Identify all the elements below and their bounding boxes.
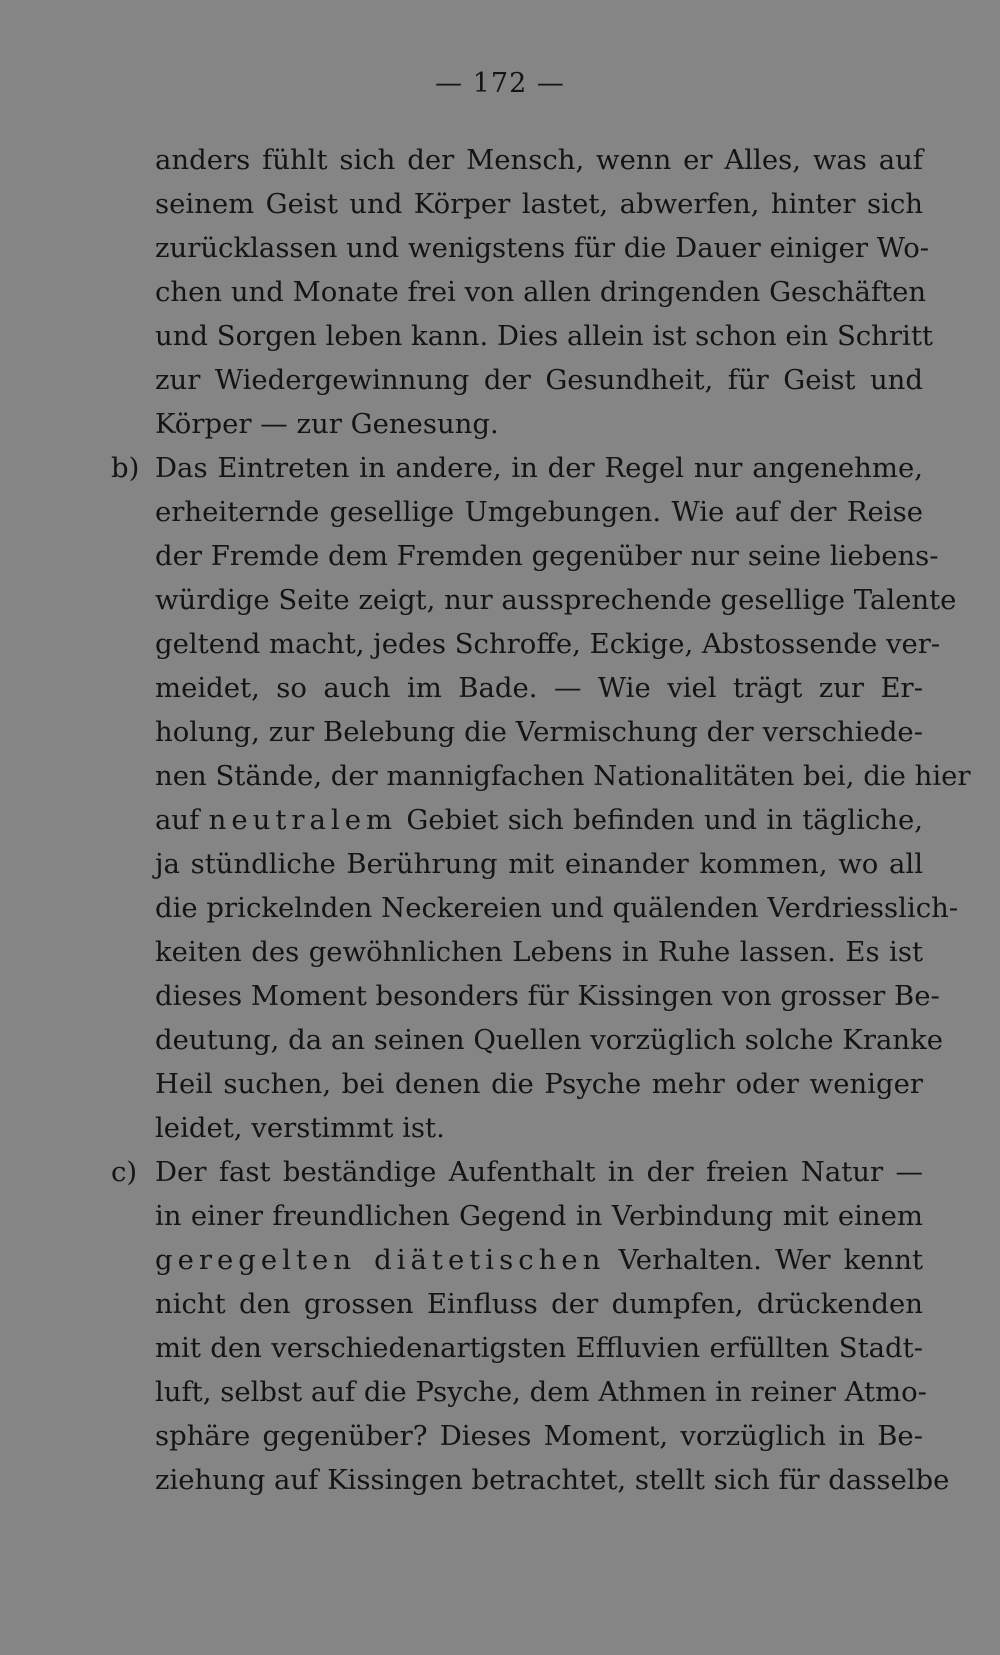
text-line [155,1326,923,1370]
line-text: Der fast beständige Aufenthalt in der freien Natur — [155,1156,923,1188]
body-text [111,138,971,1502]
text-line [155,1414,923,1458]
text-line [155,578,957,622]
line-text: luft, selbst auf die Psyche, dem Athmen in reiner Atmo- [155,1376,927,1408]
line-text: nicht den grossen Einfluss der dumpfen, drückenden [155,1288,923,1320]
text-line [155,930,923,974]
list-item-c-line [111,1150,923,1194]
line-text: deutung, da an seinen Quellen vorzüglich solche Kranke [155,1024,944,1056]
line-text: dieses Moment besonders für Kissingen von grosser Be- [155,980,940,1012]
line-text: Körper — zur Genesung. [155,408,499,440]
text-line [155,1458,950,1502]
text-line [155,1370,927,1414]
line-text-post: Gebiet sich befinden und in tägliche, [397,804,923,836]
line-text: meidet, so auch im Bade. — Wie viel trägt zur Er- [155,672,923,704]
text-line [155,1282,923,1326]
line-text: in einer freundlichen Gegend in Verbindung mit einem [155,1200,923,1232]
text-line [155,490,923,534]
line-text: Heil suchen, bei denen die Psyche mehr oder weniger [155,1068,923,1100]
line-text-pre: auf [155,804,209,836]
line-text: zurücklassen und wenigstens für die Dauer einiger Wo- [155,232,930,264]
line-text: und Sorgen leben kann. Dies allein ist schon ein Schritt [155,320,933,352]
list-marker-c: c) [111,1156,138,1188]
line-text: nen Stände, der mannigfachen Nationalitäten bei, die hier [155,760,971,792]
text-line [155,710,923,754]
text-line [155,402,923,446]
text-line [155,1194,923,1238]
line-text: ja stündliche Berührung mit einander kommen, wo all [155,848,923,880]
text-line [155,842,923,886]
line-text-post: Verhalten. Wer kennt [605,1244,924,1276]
line-text: erheiternde gesellige Umgebungen. Wie auf der Reise [155,496,923,528]
text-line [155,358,923,402]
line-text: geltend macht, jedes Schroffe, Eckige, Abstossende ver- [155,628,941,660]
text-line [155,1106,923,1150]
list-item-b-line [111,446,923,490]
text-line [155,886,959,930]
spaced-emphasis: neutralem [208,804,398,836]
text-line [155,314,933,358]
line-text: seinem Geist und Körper lastet, abwerfen, hinter sich [155,188,923,220]
line-text: keiten des gewöhnlichen Lebens in Ruhe lassen. Es ist [155,936,923,968]
text-line [155,666,923,710]
line-text: Das Eintreten in andere, in der Regel nur angenehme, [155,452,923,484]
line-text: chen und Monate frei von allen dringenden Geschäften [155,276,927,308]
line-text: zur Wiedergewinnung der Gesundheit, für Geist und [155,364,923,396]
line-text: mit den verschiedenartigsten Effluvien erfüllten Stadt- [155,1332,923,1364]
line-text: anders fühlt sich der Mensch, wenn er Alles, was auf [155,144,923,176]
line-text: sphäre gegenüber? Dieses Moment, vorzüglich in Be- [155,1420,923,1452]
line-text: würdige Seite zeigt, nur aussprechende gesellige Talente [155,584,957,616]
spaced-emphasis: geregelten diätetischen [155,1244,606,1276]
text-line [155,534,939,578]
text-line [155,182,923,226]
text-line [155,1238,923,1282]
text-line [155,270,927,314]
line-text: ziehung auf Kissingen betrachtet, stellt sich für dasselbe [155,1464,950,1496]
list-marker-b: b) [111,452,140,484]
text-line [155,138,923,182]
line-text: die prickelnden Neckereien und quälenden Verdriesslich- [155,892,959,924]
text-line [155,1018,944,1062]
line-text: holung, zur Belebung die Vermischung der verschiede- [155,716,923,748]
text-line [155,622,941,666]
text-line [155,226,930,270]
page-number: — 172 — [435,68,565,99]
line-text: der Fremde dem Fremden gegenüber nur seine liebens- [155,540,939,572]
text-line [155,798,923,842]
text-line [155,1062,923,1106]
text-line [155,974,940,1018]
text-line [155,754,971,798]
line-text: leidet, verstimmt ist. [155,1112,445,1144]
